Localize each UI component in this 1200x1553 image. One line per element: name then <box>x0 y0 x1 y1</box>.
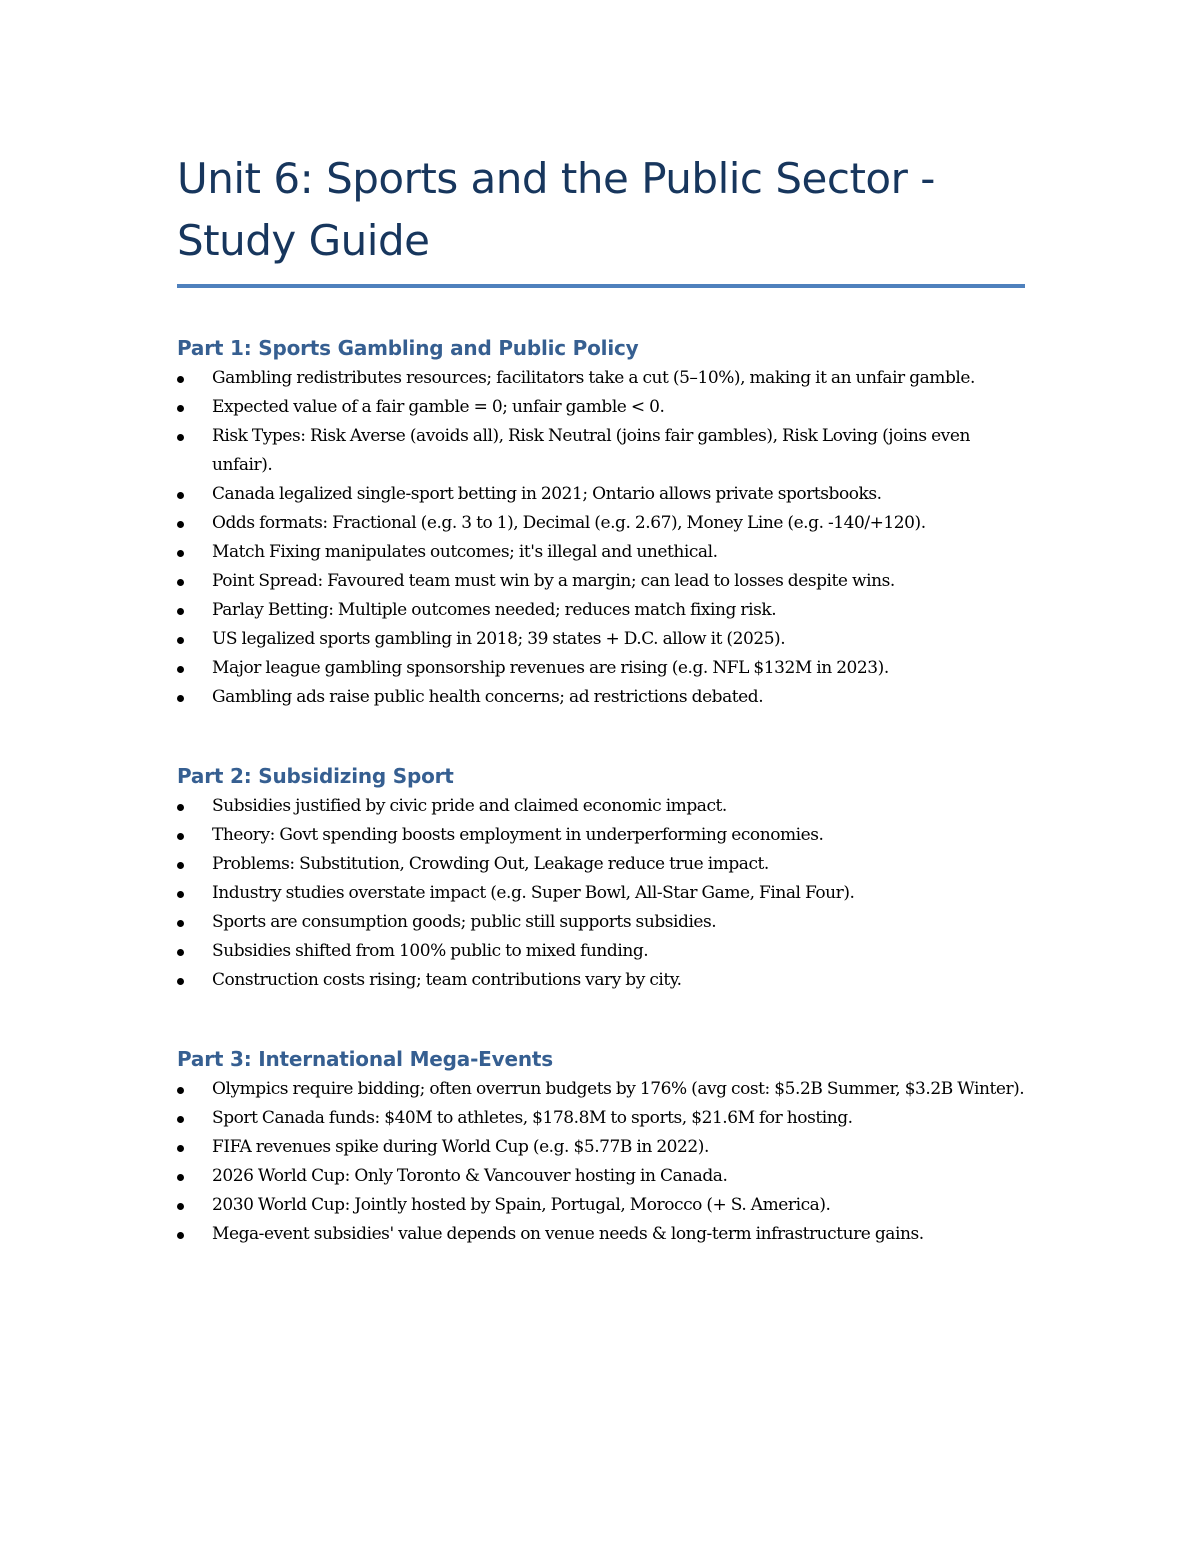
list-item <box>177 625 1025 654</box>
list-item <box>177 364 1025 393</box>
list-item-text: Gambling redistributes resources; facilitators take a cut (5–10%), making it an unfair gamble. <box>212 368 975 388</box>
section-heading-part-3: Part 3: International Mega-Events <box>177 1047 553 1071</box>
list-item <box>177 509 1025 538</box>
list-item <box>177 1104 1025 1133</box>
bullet-icon <box>177 949 184 956</box>
bullet-icon <box>177 1087 184 1094</box>
list-item-text: 2030 World Cup: Jointly hosted by Spain, Portugal, Morocco (+ S. America). <box>212 1195 831 1215</box>
list-item <box>177 966 1025 995</box>
list-item-text: Point Spread: Favoured team must win by a margin; can lead to losses despite wins. <box>212 571 895 591</box>
list-item-text: Risk Types: Risk Averse (avoids all), Risk Neutral (joins fair gambles), Risk Loving (joins even unfair). <box>212 426 970 475</box>
list-item <box>177 654 1025 683</box>
bullet-icon <box>177 637 184 644</box>
list-item <box>177 792 1025 821</box>
part-3-bullet-list <box>177 1075 1025 1249</box>
bullet-icon <box>177 920 184 927</box>
document-title-line-1: Unit 6: Sports and the Public Sector - <box>177 154 935 203</box>
list-item-text: Subsidies shifted from 100% public to mixed funding. <box>212 941 649 961</box>
list-item <box>177 1220 1025 1249</box>
list-item <box>177 1075 1025 1104</box>
list-item-text: Odds formats: Fractional (e.g. 3 to 1), Decimal (e.g. 2.67), Money Line (e.g. -140/+120). <box>212 513 926 533</box>
list-item-text: Industry studies overstate impact (e.g. Super Bowl, All-Star Game, Final Four). <box>212 883 855 903</box>
bullet-icon <box>177 978 184 985</box>
list-item <box>177 480 1025 509</box>
part-1-bullet-list <box>177 364 1025 712</box>
list-item-text: Canada legalized single-sport betting in 2021; Ontario allows private sportsbooks. <box>212 484 882 504</box>
bullet-icon <box>177 1203 184 1210</box>
list-item-text: Major league gambling sponsorship revenues are rising (e.g. NFL $132M in 2023). <box>212 658 889 678</box>
list-item-text: Parlay Betting: Multiple outcomes needed; reduces match fixing risk. <box>212 600 777 620</box>
bullet-icon <box>177 608 184 615</box>
bullet-icon <box>177 434 184 441</box>
list-item-text: Theory: Govt spending boosts employment in underperforming economies. <box>212 825 824 845</box>
list-item <box>177 393 1025 422</box>
list-item-text: Sport Canada funds: $40M to athletes, $178.8M to sports, $21.6M for hosting. <box>212 1108 853 1128</box>
list-item-text: FIFA revenues spike during World Cup (e.g. $5.77B in 2022). <box>212 1137 709 1157</box>
list-item <box>177 850 1025 879</box>
list-item-text: Expected value of a fair gamble = 0; unfair gamble < 0. <box>212 397 665 417</box>
list-item-text: Construction costs rising; team contributions vary by city. <box>212 970 682 990</box>
list-item-text: Mega-event subsidies' value depends on venue needs & long-term infrastructure gains. <box>212 1224 924 1244</box>
section-heading-part-2: Part 2: Subsidizing Sport <box>177 764 454 788</box>
list-item <box>177 1191 1025 1220</box>
bullet-icon <box>177 521 184 528</box>
title-underline-rule <box>177 284 1025 288</box>
list-item-text: 2026 World Cup: Only Toronto & Vancouver hosting in Canada. <box>212 1166 728 1186</box>
list-item-text: Problems: Substitution, Crowding Out, Leakage reduce true impact. <box>212 854 769 874</box>
document-content <box>177 148 1025 1249</box>
list-item <box>177 567 1025 596</box>
list-item-text: US legalized sports gambling in 2018; 39 states + D.C. allow it (2025). <box>212 629 786 649</box>
list-item <box>177 1162 1025 1191</box>
section-heading-part-1: Part 1: Sports Gambling and Public Policy <box>177 336 639 360</box>
bullet-icon <box>177 695 184 702</box>
bullet-icon <box>177 891 184 898</box>
list-item <box>177 908 1025 937</box>
bullet-icon <box>177 833 184 840</box>
list-item <box>177 821 1025 850</box>
part-2-bullet-list <box>177 792 1025 995</box>
document-title-line-2: Study Guide <box>177 216 430 265</box>
list-item <box>177 1133 1025 1162</box>
list-item <box>177 879 1025 908</box>
list-item-text: Match Fixing manipulates outcomes; it's illegal and unethical. <box>212 542 718 562</box>
bullet-icon <box>177 492 184 499</box>
list-item <box>177 538 1025 567</box>
bullet-icon <box>177 1174 184 1181</box>
list-item-text: Sports are consumption goods; public still supports subsidies. <box>212 912 717 932</box>
list-item-text: Subsidies justified by civic pride and claimed economic impact. <box>212 796 727 816</box>
bullet-icon <box>177 550 184 557</box>
bullet-icon <box>177 579 184 586</box>
list-item <box>177 683 1025 712</box>
bullet-icon <box>177 804 184 811</box>
bullet-icon <box>177 1145 184 1152</box>
list-item-text: Gambling ads raise public health concerns; ad restrictions debated. <box>212 687 764 707</box>
list-item <box>177 422 1025 480</box>
bullet-icon <box>177 376 184 383</box>
list-item <box>177 596 1025 625</box>
bullet-icon <box>177 862 184 869</box>
list-item <box>177 937 1025 966</box>
bullet-icon <box>177 666 184 673</box>
bullet-icon <box>177 1232 184 1239</box>
bullet-icon <box>177 405 184 412</box>
bullet-icon <box>177 1116 184 1123</box>
list-item-text: Olympics require bidding; often overrun budgets by 176% (avg cost: $5.2B Summer, $3.2B Winter). <box>212 1079 1025 1099</box>
document-title <box>177 148 1025 272</box>
